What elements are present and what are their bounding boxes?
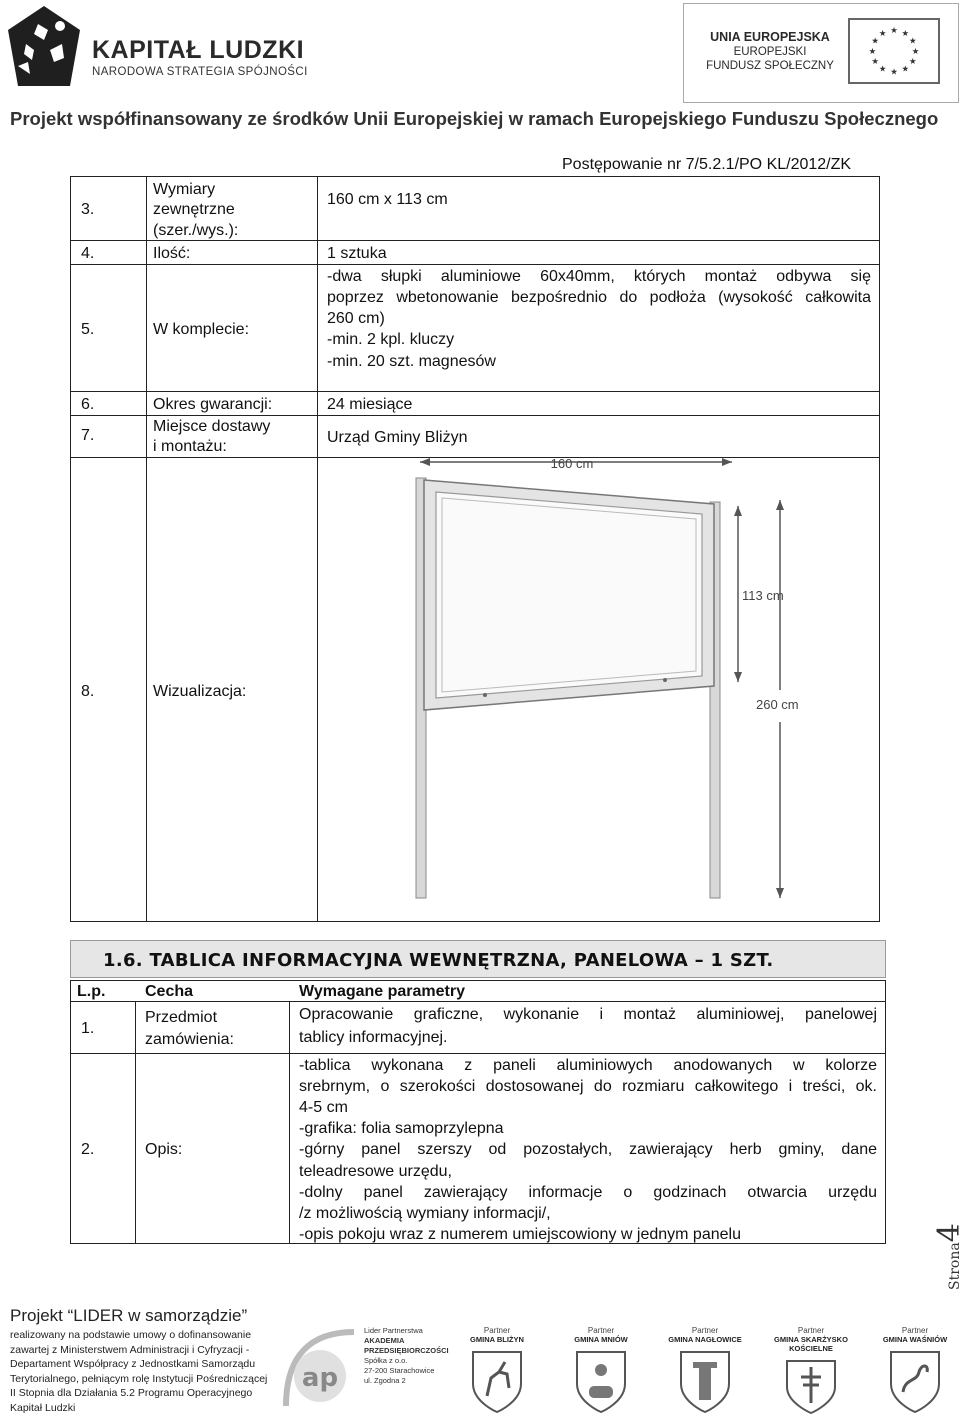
svg-text:★: ★ <box>908 56 917 67</box>
svg-text:★: ★ <box>890 66 898 77</box>
wasniow-coat-of-arms-icon <box>887 1348 943 1414</box>
naglowice-coat-of-arms-icon <box>677 1348 733 1414</box>
row-value: poprzez wbetonowanie bezpośrednio do podłoża (wysokość całkowita <box>327 289 871 306</box>
row-divider <box>71 264 879 265</box>
footer-line: zawartej z Ministerstwem Administracji i Cyfryzacji - <box>10 1343 250 1356</box>
description-line: -tablica wykonana z paneli aluminiowych anodowanych w kolorze <box>299 1057 877 1074</box>
svg-text:★: ★ <box>878 63 887 74</box>
col-divider <box>289 1001 290 1243</box>
footer-project-info <box>10 1328 267 1416</box>
svg-text:★: ★ <box>871 35 880 46</box>
row-label: (szer./wys.): <box>153 222 239 239</box>
svg-text:★: ★ <box>901 27 910 38</box>
row-label: zewnętrzne <box>153 201 235 218</box>
lider-line: Spółka z o.o. <box>364 1356 408 1365</box>
row-label: Przedmiot <box>145 1009 218 1026</box>
height-label: 113 cm <box>742 588 784 603</box>
row-value: -min. 20 szt. magnesów <box>327 353 496 370</box>
row-label: Okres gwarancji: <box>153 396 273 413</box>
row-value: -dwa słupki aluminiowe 60x40mm, których montaż odbywa się <box>327 268 871 285</box>
row-label: Wymiary <box>153 181 216 198</box>
row-value: -min. 2 kpl. kluczy <box>327 331 455 348</box>
row-label: Miejsce dostawy <box>153 418 271 435</box>
partner-name: GMINA MNIÓW <box>574 1335 628 1344</box>
partner-label: Partner <box>691 1326 719 1335</box>
svg-text:★: ★ <box>871 56 880 67</box>
svg-text:★: ★ <box>911 45 920 56</box>
parameters-table <box>70 980 886 1244</box>
section-heading: 1.6. TABLICA INFORMACYJNA WEWNĘTRZNA, PANELOWA – 1 SZT. <box>103 950 774 971</box>
blizyn-coat-of-arms-icon <box>469 1348 525 1414</box>
partner-naglowice <box>660 1326 750 1414</box>
eu-line-1: UNIA EUROPEJSKA <box>710 30 830 44</box>
row-divider <box>71 1053 885 1054</box>
eu-logo-text <box>700 30 840 72</box>
row-divider <box>71 1001 885 1002</box>
row-number: 8. <box>81 683 95 700</box>
partner-label: Partner <box>901 1326 929 1335</box>
row-label: Wizualizacja: <box>153 683 247 700</box>
footer-line: Kapitał Ludzki <box>10 1401 76 1414</box>
col-divider <box>317 177 318 921</box>
row-value: 24 miesiące <box>327 396 413 413</box>
lider-line: ul. Zgodna 2 <box>364 1376 406 1385</box>
partner-name: GMINA SKARŻYSKO KOŚCIELNE <box>774 1335 848 1353</box>
partner-label: Partner <box>797 1326 825 1335</box>
lider-line: Lider Partnerstwa <box>364 1326 423 1335</box>
row-number: 4. <box>81 245 95 262</box>
footer-line: II Stopnia dla Działania 5.2 Programu Operacyjnego <box>10 1387 253 1400</box>
page-label: Strona <box>947 1242 963 1290</box>
page-number <box>932 1223 967 1290</box>
row-number: 2. <box>81 1141 95 1158</box>
lider-logo-icon <box>280 1326 360 1412</box>
mniow-coat-of-arms-icon <box>573 1348 629 1414</box>
section-heading-bar <box>70 940 886 978</box>
procedure-number: Postępowanie nr 7/5.2.1/PO KL/2012/ZK <box>562 156 852 173</box>
header-parametry: Wymagane parametry <box>299 983 465 1000</box>
row-value: 260 cm) <box>327 310 385 327</box>
eu-line-3: FUNDUSZ SPOŁECZNY <box>706 60 834 72</box>
col-divider <box>135 1001 136 1243</box>
footer-line: realizowany na podstawie umowy o dofinansowanie <box>10 1329 252 1341</box>
partner-label: Partner <box>483 1326 511 1335</box>
kapital-ludzki-subtitle: NARODOWA STRATEGIA SPÓJNOŚCI <box>92 66 308 78</box>
row-label: W komplecie: <box>153 321 250 338</box>
footer-project-title: Projekt “LIDER w samorządzie” <box>10 1306 248 1325</box>
description-line: -dolny panel zawierający informacje o godzinach otwarcia urzędu <box>299 1184 877 1201</box>
lider-partner-info <box>364 1326 449 1386</box>
header-lp: L.p. <box>77 983 106 1000</box>
partner-skarzysko <box>766 1326 856 1415</box>
partner-blizyn <box>452 1326 542 1414</box>
row-value: tablicy informacyjnej. <box>299 1029 448 1046</box>
header-cecha: Cecha <box>145 983 194 1000</box>
row-number: 6. <box>81 396 95 413</box>
row-number: 3. <box>81 201 95 218</box>
page-number-value: 4 <box>932 1223 967 1243</box>
lider-line: 27-200 Starachowice <box>364 1366 435 1375</box>
row-number: 1. <box>81 1020 95 1037</box>
row-number: 7. <box>81 427 95 444</box>
row-divider <box>71 391 879 392</box>
partner-mniow <box>556 1326 646 1414</box>
svg-text:★: ★ <box>908 35 917 46</box>
row-label: i montażu: <box>153 438 227 455</box>
eu-flag-icon <box>848 18 940 84</box>
description-line: srebrnym, o szerokości dostosowanej do rozmiaru całkowitego i treści, ok. <box>299 1078 877 1095</box>
row-value: 160 cm x 113 cm <box>327 191 448 208</box>
row-label: zamówienia: <box>145 1031 234 1048</box>
lider-line: PRZEDSIĘBIORCZOŚCI <box>364 1346 449 1355</box>
width-label: 160 cm <box>550 456 594 471</box>
footer-line: Departament Współpracy z Jednostkami Samorządu <box>10 1358 256 1371</box>
row-value: Opracowanie graficzne, wykonanie i montaż aluminiowej, panelowej <box>299 1006 877 1023</box>
partner-name: GMINA WAŚNIÓW <box>882 1335 948 1344</box>
eu-line-2: EUROPEJSKI <box>733 46 807 58</box>
svg-text:★: ★ <box>868 45 877 56</box>
kapital-ludzki-title: KAPITAŁ LUDZKI <box>92 36 305 64</box>
description-line: /z możliwością wymiany informacji/, <box>299 1205 551 1222</box>
col-divider <box>146 177 147 921</box>
description-line: 4-5 cm <box>299 1099 348 1116</box>
description-line: teleadresowe urzędu, <box>299 1163 452 1180</box>
row-value: 1 sztuka <box>327 245 387 262</box>
board-panel <box>436 492 702 698</box>
partner-wasniow <box>870 1326 960 1414</box>
total-height-label: 260 cm <box>756 697 799 712</box>
row-number: 5. <box>81 321 95 338</box>
description-line: -grafika: folia samoprzylepna <box>299 1120 504 1137</box>
description-line: -górny panel szerszy od pozostałych, zawierający herb gminy, dane <box>299 1141 877 1158</box>
partner-name: GMINA NAGŁOWICE <box>668 1335 742 1344</box>
svg-text:ap: ap <box>301 1363 339 1393</box>
skarzysko-coat-of-arms-icon <box>783 1357 839 1415</box>
row-label: Opis: <box>145 1141 183 1158</box>
svg-text:★: ★ <box>878 27 887 38</box>
partner-name: GMINA BLIŻYN <box>470 1335 524 1344</box>
row-value: Urząd Gminy Bliżyn <box>327 429 468 446</box>
footer-line: Terytorialnego, pełniącym rolę Instytucji Pośredniczącej <box>10 1372 268 1385</box>
project-cofinancing-line: Projekt współfinansowany ze środków Unii Europejskiej w ramach Europejskiego Funduszu Społecznego <box>10 108 939 129</box>
partner-label: Partner <box>587 1326 615 1335</box>
svg-text:★: ★ <box>890 25 898 36</box>
board-visualization <box>380 450 850 910</box>
row-label: Ilość: <box>153 245 191 262</box>
kapital-ludzki-logo-icon <box>4 4 84 90</box>
lider-line: AKADEMIA <box>364 1336 405 1345</box>
description-line: -opis pokoju wraz z numerem umiejscowiony w jednym panelu <box>299 1226 741 1243</box>
svg-text:★: ★ <box>901 63 910 74</box>
